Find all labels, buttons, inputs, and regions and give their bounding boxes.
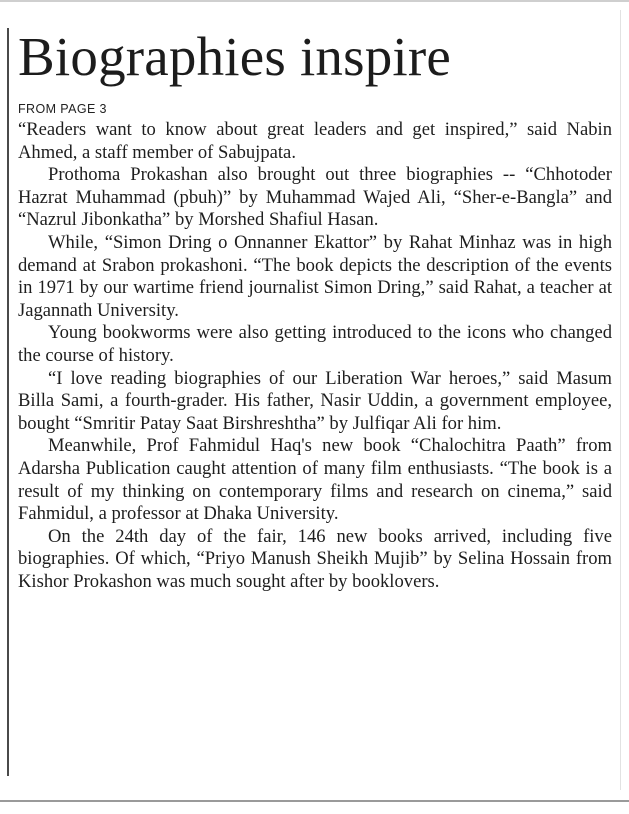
bottom-rule: [0, 800, 629, 802]
continuation-label: FROM PAGE 3: [18, 102, 107, 116]
paragraph-fahmidul: Meanwhile, Prof Fahmidul Haq's new book “Chalochitra Paath” from Adarsha Publication caught attention of many film enthusiasts. “The book is a result of my thinking on contemporary films and research on cinema,” said Fahmidul, a professor at Dhaka University.: [18, 435, 612, 525]
headline: Biographies inspire: [18, 26, 452, 87]
scan-edge: [620, 10, 621, 790]
article-body: [18, 119, 612, 593]
paragraph-simon-dring: While, “Simon Dring o Onnanner Ekattor” by Rahat Minhaz was in high demand at Srabon prokashoni. “The book depicts the description of the events in 1971 by our wartime friend journalist Simon Dring,” said Rahat, a teacher at Jagannath University.: [18, 231, 612, 321]
paragraph-masum-billa: “I love reading biographies of our Liberation War heroes,” said Masum Billa Sami, a fourth-grader. His father, Nasir Uddin, a government employee, bought “Smritir Patay Saat Birshreshtha” by Julfiqar Ali for him.: [18, 367, 612, 434]
column-rule: [7, 28, 9, 776]
paragraph-young-bookworms: Young bookworms were also getting introduced to the icons who changed the course of history.: [18, 322, 612, 366]
top-rule: [0, 0, 629, 2]
paragraph-24th-day: On the 24th day of the fair, 146 new books arrived, including five biographies. Of which, “Priyo Manush Sheikh Mujib” by Selina Hossain from Kishor Prokashon was much sought after by booklovers.: [18, 525, 612, 592]
paragraph-prothoma: Prothoma Prokashan also brought out three biographies -- “Chhotoder Hazrat Muhammad (pbuh)” by Muhammad Wajed Ali, “Sher-e-Bangla” and “Nazrul Jibonkatha” by Morshed Shafiul Hasan.: [18, 164, 612, 231]
paragraph-quote-nabin: “Readers want to know about great leaders and get inspired,” said Nabin Ahmed, a staff member of Sabujpata.: [18, 119, 612, 163]
